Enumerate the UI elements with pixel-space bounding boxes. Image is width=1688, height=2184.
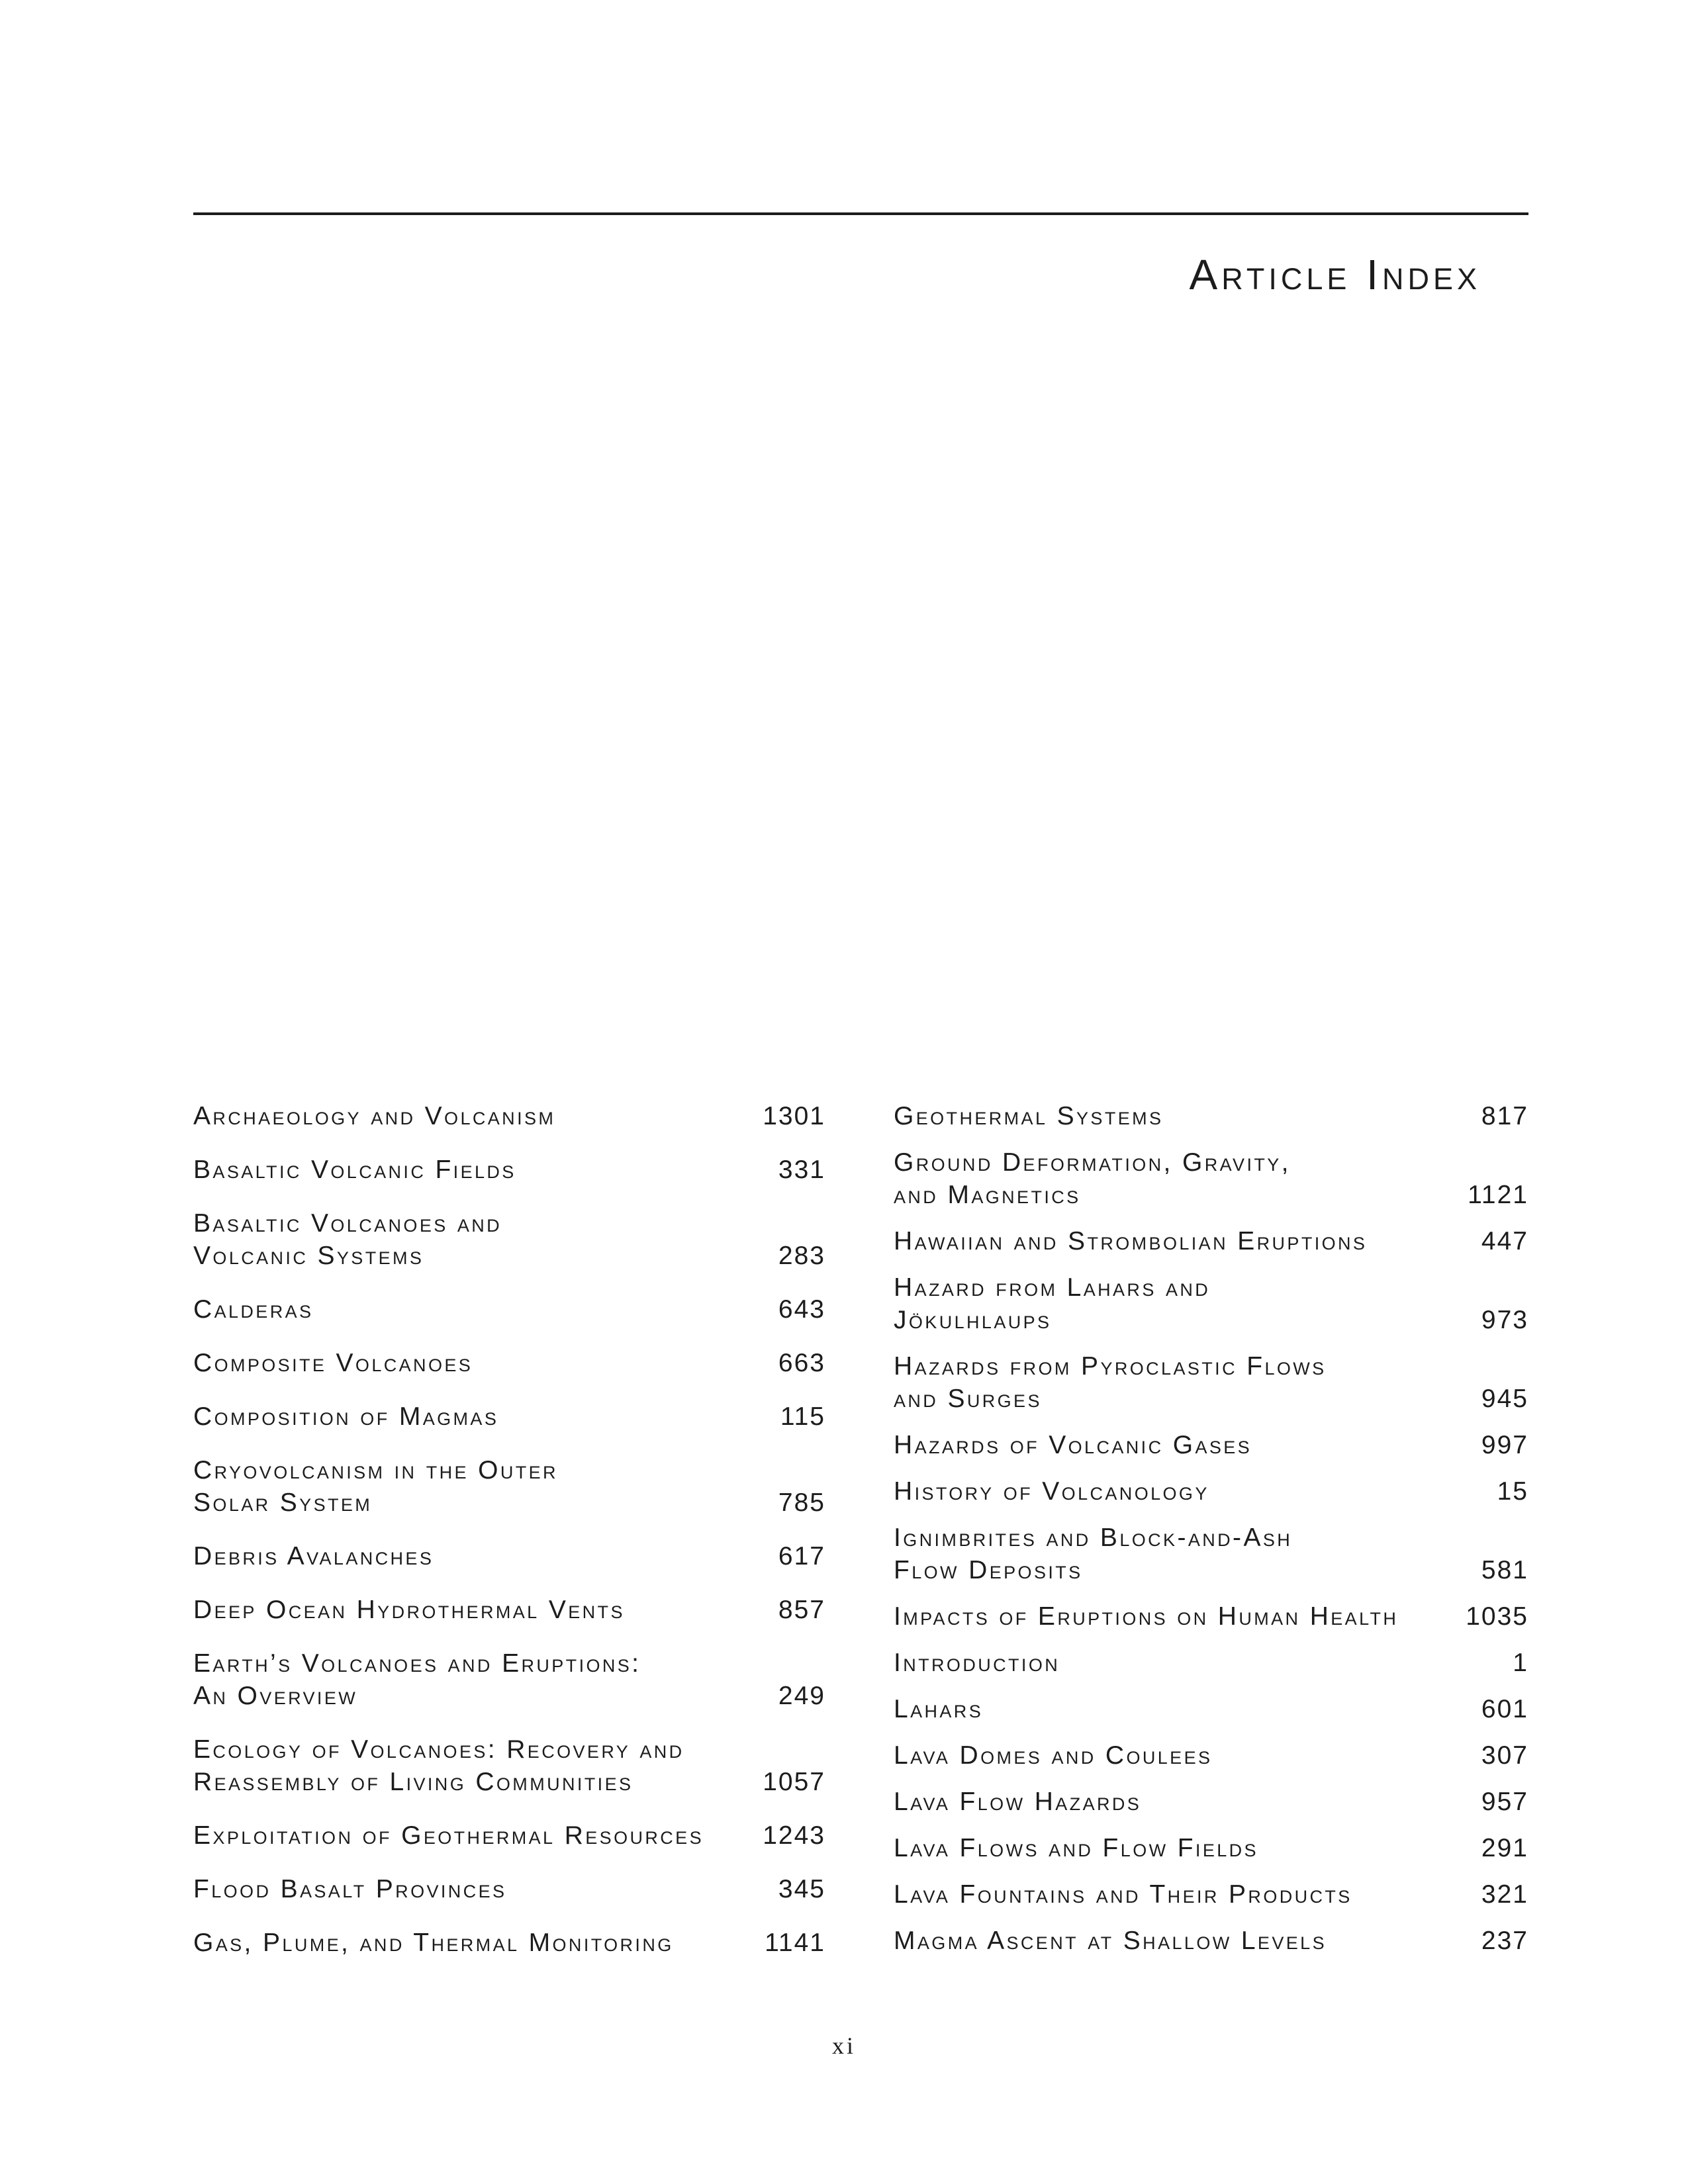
entry-title-line: Flow Deposits [894, 1556, 1083, 1584]
entry-title-line: Basaltic Volcanoes and [193, 1209, 502, 1238]
entry-title-line: Flood Basalt Provinces [193, 1875, 507, 1903]
entry-page-number: 997 [1481, 1431, 1528, 1459]
entry-title-line: An Overview [193, 1682, 358, 1710]
index-entry [193, 1400, 825, 1433]
entry-title-line: Hazards of Volcanic Gases [894, 1431, 1252, 1459]
entry-title-line: Impacts of Eruptions on Human Health [894, 1602, 1399, 1631]
entry-title-line: Geothermal Systems [894, 1102, 1164, 1130]
index-entry [193, 1100, 825, 1132]
entry-title [193, 1454, 763, 1519]
entry-title-line: Hawaiian and Strombolian Eruptions [894, 1227, 1368, 1255]
index-entry [193, 1293, 825, 1326]
entry-title-line: and Surges [894, 1385, 1042, 1413]
entry-title [894, 1475, 1481, 1508]
entry-title [894, 1225, 1466, 1257]
index-entry [193, 1454, 825, 1519]
entry-page-number: 957 [1481, 1788, 1528, 1816]
entry-page-number: 581 [1481, 1556, 1528, 1584]
entry-title-line: Ground Deformation, Gravity, [894, 1148, 1291, 1177]
index-entry [894, 1832, 1528, 1864]
entry-title-line: Magma Ascent at Shallow Levels [894, 1927, 1327, 1955]
entry-title [894, 1146, 1452, 1211]
index-entry [193, 1873, 825, 1905]
entry-title-line: Ecology of Volcanoes: Recovery and [193, 1735, 684, 1764]
entry-title-line: Lahars [894, 1695, 984, 1723]
entry-title [894, 1429, 1466, 1461]
entry-title [193, 1207, 763, 1272]
entry-page-number: 663 [778, 1349, 825, 1377]
page-title: Article Index [1189, 251, 1481, 298]
entry-title-line: Jökulhlaups [894, 1306, 1052, 1334]
entry-page-number: 283 [778, 1242, 825, 1270]
index-column-left [193, 1100, 825, 1980]
entry-title-line: Composition of Magmas [193, 1402, 499, 1431]
entry-page-number: 115 [780, 1402, 825, 1431]
entry-page-number: 617 [778, 1542, 825, 1570]
entry-page-number: 15 [1497, 1477, 1528, 1506]
entry-title-line: Volcanic Systems [193, 1242, 424, 1270]
entry-page-number: 331 [778, 1156, 825, 1184]
index-entry [894, 1350, 1528, 1415]
header-rule [193, 212, 1528, 215]
index-entry [894, 1647, 1528, 1679]
entry-title-line: Solar System [193, 1488, 373, 1517]
entry-title [894, 1786, 1466, 1818]
entry-page-number: 447 [1481, 1227, 1528, 1255]
entry-title-line: Lava Flow Hazards [894, 1788, 1142, 1816]
entry-page-number: 817 [1481, 1102, 1528, 1130]
entry-page-number: 1 [1513, 1649, 1528, 1677]
entry-title [894, 1271, 1466, 1336]
index-entry [193, 1927, 825, 1959]
entry-title [193, 1347, 763, 1379]
entry-title [193, 1540, 763, 1572]
entry-title-line: Lava Domes and Coulees [894, 1741, 1213, 1770]
entry-title-line: Calderas [193, 1295, 314, 1324]
entry-title-line: Lava Fountains and Their Products [894, 1880, 1352, 1909]
entry-title [193, 1154, 763, 1186]
index-entry [193, 1647, 825, 1712]
index-entry [193, 1347, 825, 1379]
entry-title-line: Earth’s Volcanoes and Eruptions: [193, 1649, 641, 1678]
entry-title [894, 1600, 1450, 1633]
index-column-right [894, 1100, 1528, 1971]
entry-title [894, 1925, 1466, 1957]
index-entry [894, 1475, 1528, 1508]
entry-title-line: Gas, Plume, and Thermal Monitoring [193, 1929, 674, 1957]
entry-title [894, 1739, 1466, 1772]
entry-page-number: 1243 [763, 1821, 825, 1850]
entry-title [894, 1693, 1466, 1725]
entry-title [894, 1878, 1466, 1911]
index-entry [894, 1271, 1528, 1336]
index-entry [894, 1739, 1528, 1772]
entry-title [193, 1819, 747, 1852]
entry-title [193, 1100, 747, 1132]
entry-title [894, 1100, 1466, 1132]
entry-title-line: Deep Ocean Hydrothermal Vents [193, 1596, 625, 1624]
entry-title [193, 1293, 763, 1326]
entry-title [894, 1522, 1466, 1586]
entry-title-line: History of Volcanology [894, 1477, 1209, 1506]
entry-title-line: Exploitation of Geothermal Resources [193, 1821, 704, 1850]
entry-title [894, 1647, 1497, 1679]
index-entry [894, 1100, 1528, 1132]
entry-page-number: 249 [778, 1682, 825, 1710]
entry-page-number: 1301 [763, 1102, 825, 1130]
entry-page-number: 1057 [763, 1768, 825, 1796]
entry-page-number: 857 [778, 1596, 825, 1624]
index-entry [894, 1786, 1528, 1818]
entry-title-line: Hazards from Pyroclastic Flows [894, 1352, 1327, 1381]
index-entry [894, 1225, 1528, 1257]
entry-title-line: Basaltic Volcanic Fields [193, 1156, 516, 1184]
entry-title [193, 1873, 763, 1905]
entry-page-number: 601 [1481, 1695, 1528, 1723]
entry-page-number: 321 [1481, 1880, 1528, 1909]
entry-title [894, 1350, 1466, 1415]
entry-title [193, 1927, 749, 1959]
page-number: xi [831, 2032, 856, 2059]
entry-title-line: Lava Flows and Flow Fields [894, 1834, 1258, 1862]
entry-page-number: 973 [1481, 1306, 1528, 1334]
entry-title-line: Cryovolcanism in the Outer [193, 1456, 558, 1484]
entry-page-number: 1121 [1468, 1181, 1528, 1209]
index-entry [193, 1540, 825, 1572]
entry-page-number: 237 [1481, 1927, 1528, 1955]
index-entry [193, 1819, 825, 1852]
entry-page-number: 1141 [765, 1929, 825, 1957]
index-entry [193, 1154, 825, 1186]
entry-title [193, 1647, 763, 1712]
index-entry [193, 1207, 825, 1272]
entry-page-number: 785 [778, 1488, 825, 1517]
entry-title [193, 1400, 765, 1433]
entry-title-line: and Magnetics [894, 1181, 1081, 1209]
index-entry [894, 1429, 1528, 1461]
entry-page-number: 345 [778, 1875, 825, 1903]
index-entry [894, 1878, 1528, 1911]
index-entry [193, 1594, 825, 1626]
entry-page-number: 1035 [1466, 1602, 1528, 1631]
entry-title [193, 1594, 763, 1626]
entry-page-number: 643 [778, 1295, 825, 1324]
entry-title-line: Introduction [894, 1649, 1060, 1677]
entry-page-number: 945 [1481, 1385, 1528, 1413]
entry-page-number: 307 [1481, 1741, 1528, 1770]
index-entry [894, 1146, 1528, 1211]
index-entry [894, 1693, 1528, 1725]
entry-page-number: 291 [1481, 1834, 1528, 1862]
entry-title-line: Debris Avalanches [193, 1542, 434, 1570]
index-entry [193, 1733, 825, 1798]
entry-title-line: Archaeology and Volcanism [193, 1102, 556, 1130]
entry-title [193, 1733, 747, 1798]
index-entry [894, 1600, 1528, 1633]
entry-title [894, 1832, 1466, 1864]
entry-title-line: Reassembly of Living Communities [193, 1768, 633, 1796]
entry-title-line: Hazard from Lahars and [894, 1273, 1211, 1302]
index-entry [894, 1522, 1528, 1586]
index-entry [894, 1925, 1528, 1957]
entry-title-line: Ignimbrites and Block-and-Ash [894, 1524, 1293, 1552]
entry-title-line: Composite Volcanoes [193, 1349, 473, 1377]
